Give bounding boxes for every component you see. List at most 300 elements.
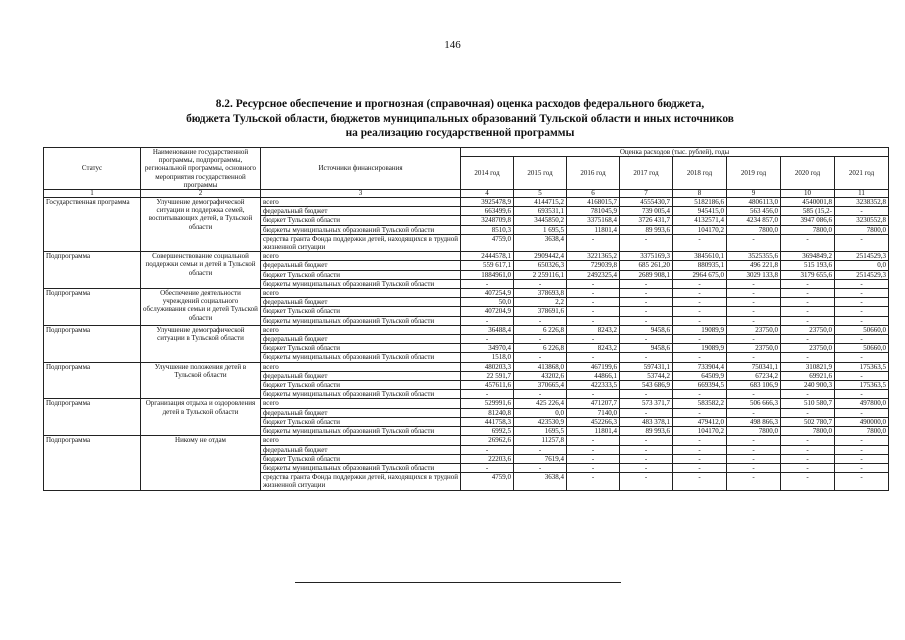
amount-cell: 3248709,8 bbox=[461, 216, 514, 225]
amount-cell: 7800,0 bbox=[781, 225, 835, 234]
amount-cell: 3029 133,8 bbox=[727, 270, 781, 279]
amount-cell: 3375169,3 bbox=[620, 252, 673, 261]
amount-cell: 467199,6 bbox=[567, 362, 620, 371]
amount-cell: - bbox=[567, 234, 620, 251]
amount-cell: 3445850,2 bbox=[514, 216, 567, 225]
row-program-name: Улучшение положения детей в Тульской области bbox=[141, 362, 261, 399]
amount-cell: 423530,9 bbox=[514, 417, 567, 426]
amount-cell: 22 591,7 bbox=[461, 371, 514, 380]
amount-cell: - bbox=[673, 307, 727, 316]
amount-cell: - bbox=[781, 390, 835, 399]
amount-cell: - bbox=[835, 408, 889, 417]
amount-cell: 7800,0 bbox=[835, 427, 889, 436]
amount-cell: 457611,6 bbox=[461, 381, 514, 390]
amount-cell: - bbox=[781, 279, 835, 288]
amount-cell: 3726 431,7 bbox=[620, 216, 673, 225]
amount-cell: 750341,1 bbox=[727, 362, 781, 371]
amount-cell: 175363,5 bbox=[835, 362, 889, 371]
amount-cell: 480203,3 bbox=[461, 362, 514, 371]
amount-cell: 0,0 bbox=[514, 408, 567, 417]
table-row bbox=[44, 252, 889, 261]
footer-rule bbox=[295, 582, 621, 583]
column-number: 6 bbox=[567, 190, 620, 198]
amount-cell: - bbox=[727, 408, 781, 417]
funding-source: бюджет Тульской области bbox=[261, 381, 461, 390]
column-number: 4 bbox=[461, 190, 514, 198]
amount-cell: 378693,8 bbox=[514, 289, 567, 298]
funding-source: федеральный бюджет bbox=[261, 261, 461, 270]
amount-cell: - bbox=[727, 307, 781, 316]
amount-cell: 8243,2 bbox=[567, 325, 620, 334]
amount-cell: - bbox=[727, 353, 781, 362]
amount-cell: 3375168,4 bbox=[567, 216, 620, 225]
row-status: Подпрограмма bbox=[44, 436, 141, 490]
header-year: 2019 год bbox=[727, 157, 781, 190]
funding-source: бюджеты муниципальных образований Тульской области bbox=[261, 353, 461, 362]
row-status: Подпрограмма bbox=[44, 399, 141, 436]
table-row bbox=[44, 289, 889, 298]
amount-cell: - bbox=[673, 289, 727, 298]
column-number-row bbox=[44, 190, 889, 198]
row-status: Подпрограмма bbox=[44, 362, 141, 399]
amount-cell: - bbox=[673, 473, 727, 490]
funding-source: всего bbox=[261, 325, 461, 334]
amount-cell: 53744,2 bbox=[620, 371, 673, 380]
amount-cell: 425 226,4 bbox=[514, 399, 567, 408]
funding-source: федеральный бюджет bbox=[261, 298, 461, 307]
amount-cell: - bbox=[727, 316, 781, 325]
title-line: 8.2. Ресурсное обеспечение и прогнозная (справочная) оценка расходов федерального бюджета, bbox=[215, 98, 705, 110]
amount-cell: - bbox=[620, 408, 673, 417]
amount-cell: 3638,4 bbox=[514, 234, 567, 251]
row-status: Государственная программа bbox=[44, 198, 141, 252]
amount-cell: - bbox=[567, 298, 620, 307]
funding-source: федеральный бюджет bbox=[261, 335, 461, 344]
amount-cell: - bbox=[620, 454, 673, 463]
amount-cell: 407204,9 bbox=[461, 307, 514, 316]
amount-cell: - bbox=[781, 463, 835, 472]
amount-cell: - bbox=[835, 390, 889, 399]
header-name: Наименование государственной программы, подпрограммы, региональной программы, основного мероприятия государственной программы bbox=[141, 148, 261, 190]
amount-cell: - bbox=[567, 307, 620, 316]
amount-cell: 378691,6 bbox=[514, 307, 567, 316]
header-year: 2016 год bbox=[567, 157, 620, 190]
amount-cell: 479412,0 bbox=[673, 417, 727, 426]
amount-cell: 669394,5 bbox=[673, 381, 727, 390]
row-program-name: Организация отдыха и оздоровления детей в Тульской области bbox=[141, 399, 261, 436]
row-program-name: Совершенствование социальной поддержки семьи и детей в Тульской области bbox=[141, 252, 261, 289]
amount-cell: 529991,6 bbox=[461, 399, 514, 408]
funding-source: бюджет Тульской области bbox=[261, 307, 461, 316]
header-row bbox=[44, 148, 889, 157]
column-number: 7 bbox=[620, 190, 673, 198]
amount-cell: 8243,2 bbox=[567, 344, 620, 353]
amount-cell: 6 226,8 bbox=[514, 325, 567, 334]
amount-cell: 3230552,8 bbox=[835, 216, 889, 225]
amount-cell: 43202,6 bbox=[514, 371, 567, 380]
funding-source: средства гранта Фонда поддержки детей, находящихся в трудной жизненной ситуации bbox=[261, 234, 461, 251]
amount-cell: - bbox=[727, 234, 781, 251]
funding-source: всего bbox=[261, 289, 461, 298]
amount-cell: 3638,4 bbox=[514, 473, 567, 490]
amount-cell: - bbox=[461, 316, 514, 325]
amount-cell: 2,2 bbox=[514, 298, 567, 307]
amount-cell: 4806113,0 bbox=[727, 198, 781, 207]
amount-cell: 23750,0 bbox=[727, 325, 781, 334]
amount-cell: - bbox=[620, 307, 673, 316]
amount-cell: - bbox=[835, 463, 889, 472]
amount-cell: - bbox=[620, 473, 673, 490]
funding-source: всего bbox=[261, 198, 461, 207]
funding-source: бюджет Тульской области bbox=[261, 270, 461, 279]
amount-cell: - bbox=[567, 316, 620, 325]
amount-cell: - bbox=[835, 289, 889, 298]
amount-cell: - bbox=[781, 353, 835, 362]
amount-cell: 26962,6 bbox=[461, 436, 514, 445]
amount-cell: - bbox=[673, 298, 727, 307]
amount-cell: 1518,0 bbox=[461, 353, 514, 362]
amount-cell: - bbox=[620, 445, 673, 454]
amount-cell: 496 221,8 bbox=[727, 261, 781, 270]
amount-cell: - bbox=[620, 335, 673, 344]
amount-cell: - bbox=[673, 335, 727, 344]
amount-cell: - bbox=[781, 473, 835, 490]
amount-cell: 733904,4 bbox=[673, 362, 727, 371]
amount-cell: - bbox=[835, 371, 889, 380]
header-source: Источники финансирования bbox=[261, 148, 461, 190]
amount-cell: 683 106,9 bbox=[727, 381, 781, 390]
header-estimate: Оценка расходов (тыс. рублей), годы bbox=[461, 148, 889, 157]
amount-cell: 407254,9 bbox=[461, 289, 514, 298]
amount-cell: 3525355,6 bbox=[727, 252, 781, 261]
amount-cell: 3221365,2 bbox=[567, 252, 620, 261]
funding-source: средства гранта Фонда поддержки детей, находящихся в трудной жизненной ситуации bbox=[261, 473, 461, 490]
amount-cell: - bbox=[514, 335, 567, 344]
amount-cell: - bbox=[727, 335, 781, 344]
amount-cell: 23750,0 bbox=[781, 344, 835, 353]
amount-cell: - bbox=[620, 390, 673, 399]
amount-cell: - bbox=[620, 353, 673, 362]
amount-cell: 441758,3 bbox=[461, 417, 514, 426]
amount-cell: - bbox=[673, 445, 727, 454]
amount-cell: 471207,7 bbox=[567, 399, 620, 408]
amount-cell: - bbox=[781, 445, 835, 454]
header-year: 2017 год bbox=[620, 157, 673, 190]
amount-cell: - bbox=[567, 289, 620, 298]
amount-cell: 1884961,0 bbox=[461, 270, 514, 279]
amount-cell: 413868,0 bbox=[514, 362, 567, 371]
amount-cell: 44866,1 bbox=[567, 371, 620, 380]
amount-cell: - bbox=[461, 445, 514, 454]
amount-cell: - bbox=[727, 289, 781, 298]
amount-cell: 19089,9 bbox=[673, 344, 727, 353]
amount-cell: 4759,0 bbox=[461, 473, 514, 490]
amount-cell: - bbox=[514, 279, 567, 288]
header-year: 2020 год bbox=[781, 157, 835, 190]
amount-cell: 104170,2 bbox=[673, 225, 727, 234]
header-year: 2018 год bbox=[673, 157, 727, 190]
amount-cell: - bbox=[514, 463, 567, 472]
amount-cell: 50,0 bbox=[461, 298, 514, 307]
table-body bbox=[44, 198, 889, 491]
amount-cell: 663499,6 bbox=[461, 207, 514, 216]
amount-cell: 3845610,1 bbox=[673, 252, 727, 261]
amount-cell: 2514529,3 bbox=[835, 252, 889, 261]
amount-cell: - bbox=[835, 353, 889, 362]
amount-cell: 506 666,3 bbox=[727, 399, 781, 408]
row-status: Подпрограмма bbox=[44, 289, 141, 326]
amount-cell: - bbox=[567, 436, 620, 445]
table-row bbox=[44, 198, 889, 207]
header-status: Статус bbox=[44, 148, 141, 190]
amount-cell: 729039,8 bbox=[567, 261, 620, 270]
amount-cell: 104170,2 bbox=[673, 427, 727, 436]
amount-cell: - bbox=[514, 390, 567, 399]
amount-cell: - bbox=[727, 390, 781, 399]
column-number: 5 bbox=[514, 190, 567, 198]
amount-cell: - bbox=[781, 298, 835, 307]
amount-cell: - bbox=[673, 390, 727, 399]
column-number: 11 bbox=[835, 190, 889, 198]
funding-source: бюджеты муниципальных образований Тульской области bbox=[261, 225, 461, 234]
amount-cell: - bbox=[727, 298, 781, 307]
amount-cell: - bbox=[620, 463, 673, 472]
amount-cell: - bbox=[781, 307, 835, 316]
amount-cell: 781045,9 bbox=[567, 207, 620, 216]
amount-cell: 370665,4 bbox=[514, 381, 567, 390]
amount-cell: - bbox=[461, 463, 514, 472]
amount-cell: - bbox=[781, 454, 835, 463]
amount-cell: 310821,9 bbox=[781, 362, 835, 371]
amount-cell: 69921,6 bbox=[781, 371, 835, 380]
funding-source: бюджет Тульской области bbox=[261, 216, 461, 225]
amount-cell: 0,0 bbox=[835, 261, 889, 270]
funding-source: бюджеты муниципальных образований Тульской области bbox=[261, 316, 461, 325]
amount-cell: 6 226,8 bbox=[514, 344, 567, 353]
amount-cell: - bbox=[781, 234, 835, 251]
amount-cell: 945415,0 bbox=[673, 207, 727, 216]
amount-cell: 2492325,4 bbox=[567, 270, 620, 279]
amount-cell: - bbox=[567, 473, 620, 490]
header-year: 2015 год bbox=[514, 157, 567, 190]
amount-cell: - bbox=[673, 316, 727, 325]
amount-cell: 50660,0 bbox=[835, 325, 889, 334]
funding-source: всего bbox=[261, 436, 461, 445]
amount-cell: 3238352,8 bbox=[835, 198, 889, 207]
amount-cell: - bbox=[835, 473, 889, 490]
amount-cell: 422333,5 bbox=[567, 381, 620, 390]
funding-source: бюджеты муниципальных образований Тульской области bbox=[261, 463, 461, 472]
row-program-name: Улучшение демографической ситуации и поддержка семей, воспитывающих детей, в Тульской области bbox=[141, 198, 261, 252]
amount-cell: 515 193,6 bbox=[781, 261, 835, 270]
amount-cell: - bbox=[835, 454, 889, 463]
amount-cell: 498 866,3 bbox=[727, 417, 781, 426]
amount-cell: - bbox=[514, 353, 567, 362]
amount-cell: - bbox=[620, 316, 673, 325]
section-title bbox=[70, 97, 850, 141]
amount-cell: - bbox=[461, 279, 514, 288]
amount-cell: 510 580,7 bbox=[781, 399, 835, 408]
amount-cell: 34970,4 bbox=[461, 344, 514, 353]
table-row bbox=[44, 362, 889, 371]
amount-cell: 67234,2 bbox=[727, 371, 781, 380]
funding-source: бюджеты муниципальных образований Тульской области bbox=[261, 279, 461, 288]
title-line: бюджета Тульской области, бюджетов муниципальных образований Тульской области и иных источников bbox=[186, 112, 734, 125]
column-number: 1 bbox=[44, 190, 141, 198]
amount-cell: 19089,9 bbox=[673, 325, 727, 334]
amount-cell: - bbox=[781, 436, 835, 445]
amount-cell: 483 378,1 bbox=[620, 417, 673, 426]
amount-cell: - bbox=[673, 408, 727, 417]
amount-cell: 81240,8 bbox=[461, 408, 514, 417]
amount-cell: - bbox=[514, 445, 567, 454]
amount-cell: - bbox=[781, 408, 835, 417]
table-row bbox=[44, 436, 889, 445]
amount-cell: - bbox=[727, 473, 781, 490]
amount-cell: - bbox=[567, 353, 620, 362]
column-number: 3 bbox=[261, 190, 461, 198]
amount-cell: 2689 908,1 bbox=[620, 270, 673, 279]
amount-cell: 880935,1 bbox=[673, 261, 727, 270]
amount-cell: - bbox=[514, 316, 567, 325]
amount-cell: - bbox=[835, 234, 889, 251]
amount-cell: 8510,3 bbox=[461, 225, 514, 234]
amount-cell: 9458,6 bbox=[620, 344, 673, 353]
amount-cell: - bbox=[567, 454, 620, 463]
amount-cell: 2444578,1 bbox=[461, 252, 514, 261]
amount-cell: 9458,6 bbox=[620, 325, 673, 334]
column-number: 9 bbox=[727, 190, 781, 198]
amount-cell: - bbox=[461, 335, 514, 344]
title-line: на реализацию государственной программы bbox=[345, 127, 575, 139]
row-program-name: Улучшение демографической ситуации в Тульской области bbox=[141, 325, 261, 362]
amount-cell: - bbox=[727, 436, 781, 445]
amount-cell: 739 005,4 bbox=[620, 207, 673, 216]
column-number: 2 bbox=[141, 190, 261, 198]
amount-cell: 573 371,7 bbox=[620, 399, 673, 408]
amount-cell: 490000,0 bbox=[835, 417, 889, 426]
row-program-name: Никому не отдам bbox=[141, 436, 261, 490]
amount-cell: 2964 675,0 bbox=[673, 270, 727, 279]
amount-cell: 11257,8 bbox=[514, 436, 567, 445]
amount-cell: 7800,0 bbox=[727, 427, 781, 436]
amount-cell: 597431,1 bbox=[620, 362, 673, 371]
amount-cell: 1695,5 bbox=[514, 427, 567, 436]
amount-cell: 240 900,3 bbox=[781, 381, 835, 390]
amount-cell: 685 261,20 bbox=[620, 261, 673, 270]
amount-cell: 452266,3 bbox=[567, 417, 620, 426]
amount-cell: 650326,3 bbox=[514, 261, 567, 270]
funding-source: всего bbox=[261, 362, 461, 371]
amount-cell: 7619,4 bbox=[514, 454, 567, 463]
funding-source: федеральный бюджет bbox=[261, 408, 461, 417]
amount-cell: - bbox=[673, 463, 727, 472]
amount-cell: - bbox=[727, 445, 781, 454]
amount-cell: 89 993,6 bbox=[620, 427, 673, 436]
amount-cell: - bbox=[620, 289, 673, 298]
funding-source: федеральный бюджет bbox=[261, 207, 461, 216]
amount-cell: 5182186,6 bbox=[673, 198, 727, 207]
row-status: Подпрограмма bbox=[44, 325, 141, 362]
amount-cell: - bbox=[835, 279, 889, 288]
amount-cell: 3947 086,6 bbox=[781, 216, 835, 225]
amount-cell: 497800,0 bbox=[835, 399, 889, 408]
amount-cell: 1 695,5 bbox=[514, 225, 567, 234]
amount-cell: 2 259116,1 bbox=[514, 270, 567, 279]
amount-cell: - bbox=[567, 390, 620, 399]
amount-cell: 64509,9 bbox=[673, 371, 727, 380]
row-status: Подпрограмма bbox=[44, 252, 141, 289]
amount-cell: - bbox=[781, 316, 835, 325]
amount-cell: 7800,0 bbox=[727, 225, 781, 234]
amount-cell: 4168015,7 bbox=[567, 198, 620, 207]
amount-cell: - bbox=[727, 279, 781, 288]
funding-source: бюджеты муниципальных образований Тульской области bbox=[261, 427, 461, 436]
amount-cell: - bbox=[567, 445, 620, 454]
amount-cell: - bbox=[567, 279, 620, 288]
amount-cell: - bbox=[567, 463, 620, 472]
amount-cell: 23750,0 bbox=[727, 344, 781, 353]
page-number: 146 bbox=[444, 39, 461, 51]
resource-table bbox=[43, 147, 889, 491]
amount-cell: - bbox=[835, 436, 889, 445]
funding-source: федеральный бюджет bbox=[261, 445, 461, 454]
amount-cell: 502 780,7 bbox=[781, 417, 835, 426]
amount-cell: 559 617,1 bbox=[461, 261, 514, 270]
amount-cell: - bbox=[835, 298, 889, 307]
amount-cell: - bbox=[673, 436, 727, 445]
amount-cell: 563 456,0 bbox=[727, 207, 781, 216]
funding-source: всего bbox=[261, 399, 461, 408]
amount-cell: 4555430,7 bbox=[620, 198, 673, 207]
amount-cell: - bbox=[835, 307, 889, 316]
amount-cell: - bbox=[835, 207, 889, 216]
amount-cell: - bbox=[673, 454, 727, 463]
funding-source: бюджет Тульской области bbox=[261, 417, 461, 426]
amount-cell: 11801,4 bbox=[567, 427, 620, 436]
amount-cell: 2909442,4 bbox=[514, 252, 567, 261]
amount-cell: 7140,0 bbox=[567, 408, 620, 417]
amount-cell: 3179 655,6 bbox=[781, 270, 835, 279]
amount-cell: - bbox=[620, 234, 673, 251]
amount-cell: - bbox=[781, 289, 835, 298]
table-row bbox=[44, 325, 889, 334]
amount-cell: 22203,6 bbox=[461, 454, 514, 463]
amount-cell: - bbox=[620, 279, 673, 288]
column-number: 10 bbox=[781, 190, 835, 198]
amount-cell: 4540001,8 bbox=[781, 198, 835, 207]
amount-cell: 543 686,9 bbox=[620, 381, 673, 390]
amount-cell: - bbox=[835, 335, 889, 344]
amount-cell: - bbox=[620, 298, 673, 307]
amount-cell: - bbox=[673, 234, 727, 251]
amount-cell: - bbox=[835, 445, 889, 454]
amount-cell: 7800,0 bbox=[781, 427, 835, 436]
header-year: 2021 год bbox=[835, 157, 889, 190]
amount-cell: 7800,0 bbox=[835, 225, 889, 234]
funding-source: бюджет Тульской области bbox=[261, 344, 461, 353]
amount-cell: 583582,2 bbox=[673, 399, 727, 408]
amount-cell: - bbox=[727, 454, 781, 463]
amount-cell: - bbox=[461, 390, 514, 399]
amount-cell: 4759,0 bbox=[461, 234, 514, 251]
amount-cell: 23750,0 bbox=[781, 325, 835, 334]
amount-cell: 2514529,3 bbox=[835, 270, 889, 279]
amount-cell: 50660,0 bbox=[835, 344, 889, 353]
amount-cell: 3694849,2 bbox=[781, 252, 835, 261]
amount-cell: - bbox=[835, 316, 889, 325]
funding-source: федеральный бюджет bbox=[261, 371, 461, 380]
